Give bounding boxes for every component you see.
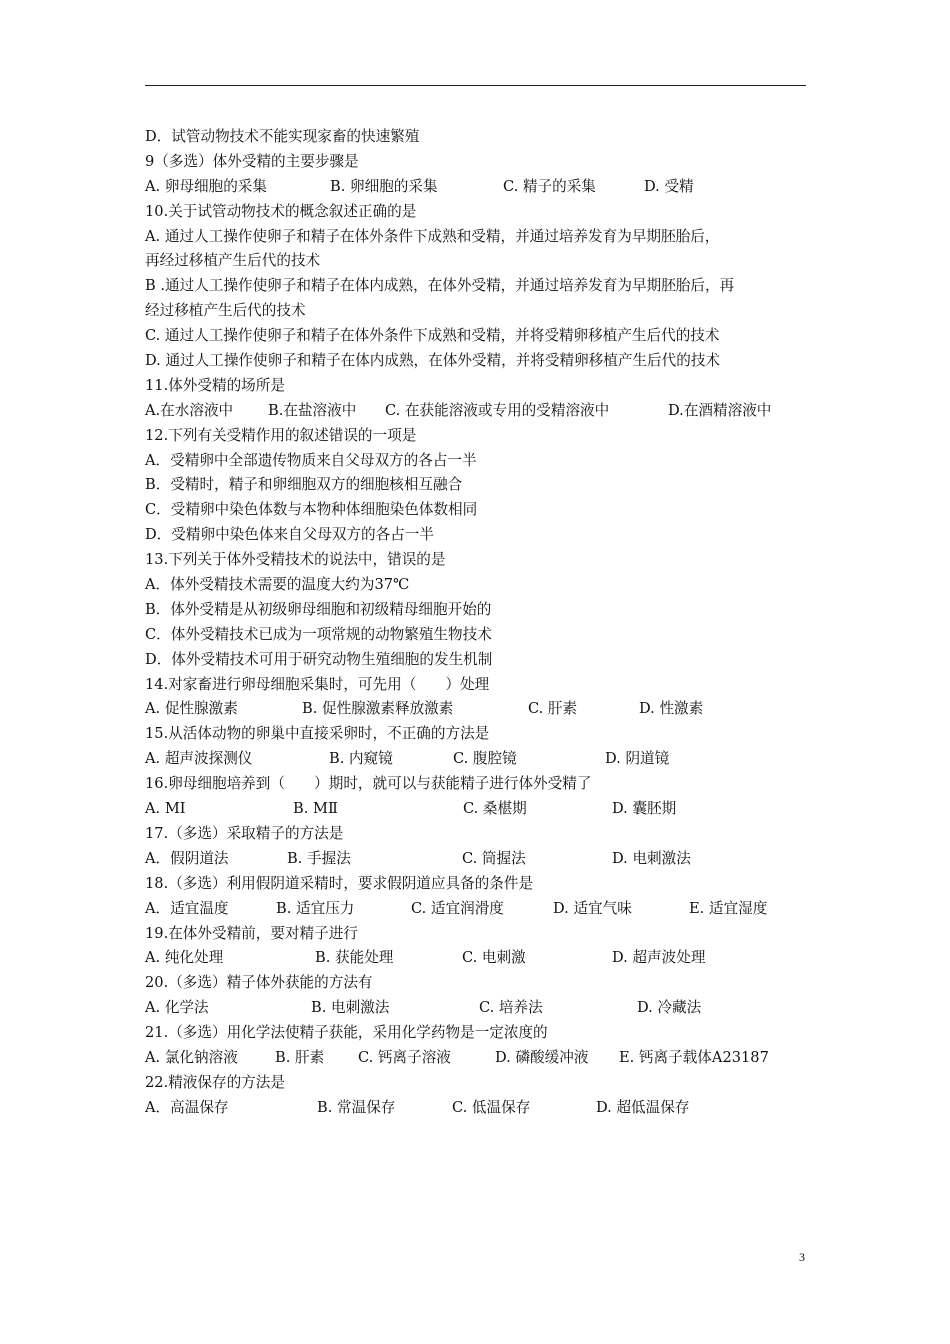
answer-option: D. 电刺激法 bbox=[612, 849, 691, 867]
line-text: 11.体外受精的场所是 bbox=[145, 376, 285, 394]
line-text: 14.对家畜进行卵母细胞采集时，可先用（ ）处理 bbox=[145, 675, 490, 693]
answer-option: A. 卵母细胞的采集 bbox=[145, 177, 267, 195]
answer-option: C. 筒握法 bbox=[462, 849, 526, 867]
answer-option: B. 获能处理 bbox=[315, 949, 394, 967]
line-text: B．受精时，精子和卵细胞双方的细胞核相互融合 bbox=[145, 476, 463, 494]
options-line bbox=[145, 797, 815, 822]
answer-option: C. 钙离子溶液 bbox=[358, 1048, 451, 1066]
line-text: B .通过人工操作使卵子和精子在体内成熟，在体外受精，并通过培养发育为早期胚胎后，再 bbox=[145, 277, 735, 295]
line-text: 9（多选）体外受精的主要步骤是 bbox=[145, 152, 359, 170]
text-line bbox=[145, 150, 815, 175]
options-line bbox=[145, 697, 815, 722]
answer-option: C. 腹腔镜 bbox=[453, 750, 517, 768]
answer-option: B. 手握法 bbox=[287, 849, 351, 867]
answer-option: A.在水溶液中 bbox=[145, 401, 234, 419]
line-text: 21.（多选）用化学法使精子获能，采用化学药物是一定浓度的 bbox=[145, 1024, 548, 1042]
header-rule bbox=[145, 85, 806, 86]
line-text: 再经过移植产生后代的技术 bbox=[145, 252, 321, 270]
answer-option: C. 适宜润滑度 bbox=[411, 899, 504, 917]
text-line bbox=[145, 274, 815, 299]
options-line bbox=[145, 847, 815, 872]
page-number: 3 bbox=[799, 1250, 805, 1264]
text-line bbox=[145, 424, 815, 449]
answer-option: E. 钙离子载体A23187 bbox=[619, 1048, 769, 1066]
text-line bbox=[145, 1021, 815, 1046]
line-text: C．体外受精技术已成为一项常规的动物繁殖生物技术 bbox=[145, 625, 492, 643]
text-line bbox=[145, 1071, 815, 1096]
answer-option: D. 适宜气味 bbox=[553, 899, 632, 917]
answer-option: B. 内窥镜 bbox=[329, 750, 393, 768]
answer-option: A. 氯化钠溶液 bbox=[145, 1048, 238, 1066]
answer-option: A. 化学法 bbox=[145, 999, 209, 1017]
options-line bbox=[145, 1096, 815, 1121]
answer-option: D. 超声波处理 bbox=[612, 949, 706, 967]
answer-option: C. 在获能溶液或专用的受精溶液中 bbox=[385, 401, 610, 419]
answer-option: B. 肝素 bbox=[275, 1048, 325, 1066]
answer-option: A．假阴道法 bbox=[145, 849, 229, 867]
answer-option: C. 培养法 bbox=[479, 999, 543, 1017]
line-text: A. 通过人工操作使卵子和精子在体外条件下成熟和受精，并通过培养发育为早期胚胎后， bbox=[145, 227, 720, 245]
text-line bbox=[145, 623, 815, 648]
options-line bbox=[145, 996, 815, 1021]
text-line bbox=[145, 573, 815, 598]
answer-option: A．适宜温度 bbox=[145, 899, 229, 917]
answer-option: B. 促性腺激素释放激素 bbox=[302, 700, 454, 718]
text-line bbox=[145, 449, 815, 474]
line-text: C. 通过人工操作使卵子和精子在体外条件下成熟和受精，并将受精卵移植产生后代的技术 bbox=[145, 327, 720, 345]
line-text: 17.（多选）采取精子的方法是 bbox=[145, 824, 344, 842]
answer-option: D. 超低温保存 bbox=[596, 1098, 690, 1116]
line-text: D．受精卵中染色体来自父母双方的各占一半 bbox=[145, 526, 434, 544]
line-text: 10.关于试管动物技术的概念叙述正确的是 bbox=[145, 202, 417, 220]
answer-option: A. 超声波探测仪 bbox=[145, 750, 253, 768]
answer-option: C. 桑椹期 bbox=[463, 800, 527, 818]
text-line bbox=[145, 498, 815, 523]
text-line bbox=[145, 125, 815, 150]
answer-option: A. 促性腺激素 bbox=[145, 700, 238, 718]
options-line bbox=[145, 175, 815, 200]
question-content bbox=[145, 125, 815, 1121]
text-line bbox=[145, 673, 815, 698]
answer-option: D. 性激素 bbox=[639, 700, 704, 718]
line-text: 16.卵母细胞培养到（ ）期时，就可以与获能精子进行体外受精了 bbox=[145, 775, 592, 793]
answer-option: B. 适宜压力 bbox=[276, 899, 355, 917]
answer-option: D. 冷藏法 bbox=[637, 999, 702, 1017]
text-line bbox=[145, 200, 815, 225]
options-line bbox=[145, 747, 815, 772]
text-line bbox=[145, 872, 815, 897]
line-text: 13.下列关于体外受精技术的说法中，错误的是 bbox=[145, 551, 446, 569]
answer-option: D.在酒精溶液中 bbox=[668, 401, 772, 419]
text-line bbox=[145, 772, 815, 797]
text-line bbox=[145, 374, 815, 399]
answer-option: B. 电刺激法 bbox=[311, 999, 390, 1017]
text-line bbox=[145, 324, 815, 349]
text-line bbox=[145, 473, 815, 498]
answer-option: A. 纯化处理 bbox=[145, 949, 224, 967]
line-text: 19.在体外受精前，要对精子进行 bbox=[145, 924, 358, 942]
text-line bbox=[145, 299, 815, 324]
line-text: 18.（多选）利用假阴道采精时，要求假阴道应具备的条件是 bbox=[145, 874, 534, 892]
answer-option: D. 受精 bbox=[644, 177, 694, 195]
text-line bbox=[145, 822, 815, 847]
answer-option: D. 囊胚期 bbox=[612, 800, 677, 818]
line-text: 经过移植产生后代的技术 bbox=[145, 302, 306, 320]
text-line bbox=[145, 548, 815, 573]
line-text: B．体外受精是从初级卵母细胞和初级精母细胞开始的 bbox=[145, 600, 492, 618]
line-text: 22.精液保存的方法是 bbox=[145, 1073, 285, 1091]
text-line bbox=[145, 971, 815, 996]
answer-option: C. 电刺激 bbox=[462, 949, 526, 967]
answer-option: D. 阴道镜 bbox=[605, 750, 670, 768]
answer-option: C. 低温保存 bbox=[452, 1098, 531, 1116]
answer-option: B. 卵细胞的采集 bbox=[330, 177, 438, 195]
answer-option: A．高温保存 bbox=[145, 1098, 229, 1116]
options-line bbox=[145, 1046, 815, 1071]
answer-option: E. 适宜湿度 bbox=[689, 899, 768, 917]
options-line bbox=[145, 399, 815, 424]
answer-option: C. 精子的采集 bbox=[503, 177, 596, 195]
text-line bbox=[145, 225, 815, 250]
options-line bbox=[145, 946, 815, 971]
line-text: A．体外受精技术需要的温度大约为37℃ bbox=[145, 576, 410, 594]
answer-option: A. MⅠ bbox=[145, 800, 186, 818]
answer-option: C. 肝素 bbox=[528, 700, 578, 718]
answer-option: B. 常温保存 bbox=[317, 1098, 396, 1116]
text-line bbox=[145, 349, 815, 374]
text-line bbox=[145, 648, 815, 673]
line-text: A．受精卵中全部遗传物质来自父母双方的各占一半 bbox=[145, 451, 477, 469]
line-text: 20.（多选）精子体外获能的方法有 bbox=[145, 974, 373, 992]
answer-option: D. 磷酸缓冲液 bbox=[495, 1048, 589, 1066]
line-text: C．受精卵中染色体数与本物种体细胞染色体数相同 bbox=[145, 501, 478, 519]
line-text: D. 通过人工操作使卵子和精子在体内成熟，在体外受精，并将受精卵移植产生后代的技术 bbox=[145, 352, 721, 370]
line-text: D．试管动物技术不能实现家畜的快速繁殖 bbox=[145, 128, 420, 145]
line-text: 15.从活体动物的卵巢中直接采卵时，不正确的方法是 bbox=[145, 725, 490, 743]
text-line bbox=[145, 598, 815, 623]
answer-option: B.在盐溶液中 bbox=[268, 401, 357, 419]
text-line bbox=[145, 722, 815, 747]
text-line bbox=[145, 922, 815, 947]
text-line bbox=[145, 249, 815, 274]
text-line bbox=[145, 523, 815, 548]
answer-option: B. MⅡ bbox=[293, 800, 338, 818]
options-line bbox=[145, 897, 815, 922]
line-text: 12.下列有关受精作用的叙述错误的一项是 bbox=[145, 426, 417, 444]
line-text: D．体外受精技术可用于研究动物生殖细胞的发生机制 bbox=[145, 650, 493, 668]
